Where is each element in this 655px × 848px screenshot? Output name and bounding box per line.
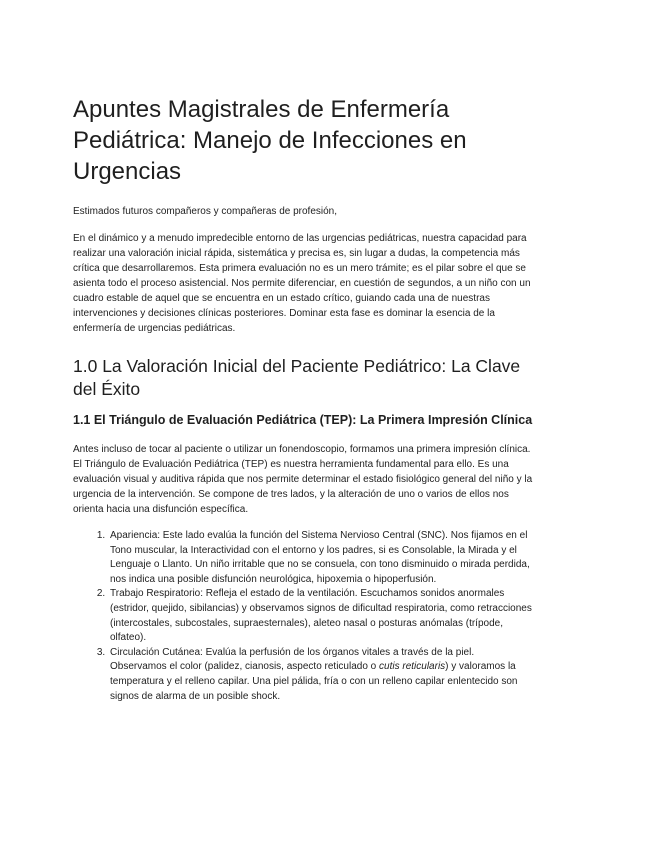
- list-item-text: Circulación Cutánea: Evalúa la perfusión de los órganos vitales a través de la piel. Observamos el color (palidez, cianosis, aspecto reticulado o: [110, 646, 475, 673]
- section-heading: 1.0 La Valoración Inicial del Paciente Pediátrico: La Clave del Éxito: [73, 356, 521, 399]
- document-page: [73, 94, 533, 704]
- list-item-italic-term: cutis reticularis: [379, 661, 446, 673]
- subsection-paragraph: Antes incluso de tocar al paciente o utilizar un fonendoscopio, formamos una primera impresión clínica. El Triángulo de Evaluación Pediátrica (TEP) es nuestra herramienta fundamental para ello. Es una evaluación visual y auditiva rápida que nos permite determinar el estado fisiológico general del niño y la urgencia de la intervención. Se compone de tres lados, y la alteración de uno o varios de ellos nos orienta hacia una disfunción específica.: [73, 444, 533, 515]
- greeting-paragraph: Estimados futuros compañeros y compañeras de profesión,: [73, 206, 338, 217]
- list-item: [108, 646, 533, 704]
- page-title: Apuntes Magistrales de Enfermería Pediátrica: Manejo de Infecciones en Urgencias: [73, 96, 467, 185]
- intro-paragraph: En el dinámico y a menudo impredecible entorno de las urgencias pediátricas, nuestra capacidad para realizar una valoración inicial rápida, sistemática y precisa es, sin lugar a dudas, la competencia más crítica que desarrollaremos. Esta primera evaluación no es un mero trámite; es el pilar sobre el que se asienta todo el proceso asistencial. Nos permite diferenciar, en cuestión de segundos, a un niño con un cuadro estable de aquel que se encuentra en un estado crítico, guiando cada una de nuestras intervenciones y decisiones clínicas posteriores. Dominar esta fase es dominar la esencia de la enfermería de urgencias pediátricas.: [73, 233, 531, 334]
- list-item: 2. Trabajo Respiratorio: Refleja el estado de la ventilación. Escuchamos sonidos anormales (estridor, quejido, sibilancias) y observamos signos de dificultad respiratoria, como retracciones (intercostales, subcostales, supraesternales), aleteo nasal o posturas anómalas (trípode, olfateo).: [108, 587, 533, 645]
- list-item-text: ) y valoramos la temperatura y el relleno capilar. Una piel pálida, fría o con un relleno capilar enlentecido son signos de alarma de un posible shock.: [110, 661, 518, 702]
- list-item: 1. Apariencia: Este lado evalúa la función del Sistema Nervioso Central (SNC). Nos fijamos en el Tono muscular, la Interactividad con el entorno y los padres, si es Consolable, la Mirada y el Lenguaje o Llanto. Un niño irritable que no se consuela, con tono disminuido o mirada perdida, nos indica una posible disfunción neurológica, hipoxemia o hipoperfusión.: [108, 529, 533, 587]
- tep-list: [73, 529, 533, 704]
- subsection-heading: 1.1 El Triángulo de Evaluación Pediátrica (TEP): La Primera Impresión Clínica: [73, 413, 533, 427]
